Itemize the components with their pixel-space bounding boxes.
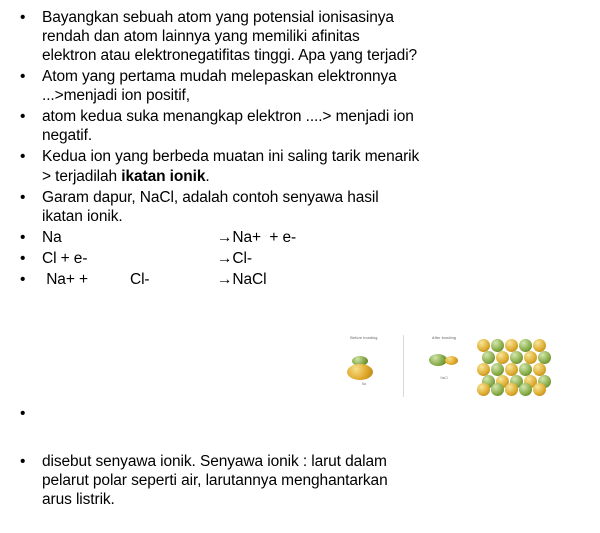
equation-line — [42, 228, 590, 247]
list-item — [10, 8, 590, 65]
empty-bullet-list — [10, 404, 590, 423]
bullet-line: ikatan ionik. — [42, 207, 123, 225]
bullet-line: Kedua ion yang berbeda muatan ini saling tarik menarik — [42, 148, 420, 166]
equation-line — [42, 270, 590, 289]
bullet-glyph: • — [20, 270, 26, 288]
bullet-line: pelarut polar seperti air, larutannya menghantarkan — [42, 472, 388, 490]
bullet-line: Garam dapur, NaCl, adalah contoh senyawa hasil — [42, 188, 379, 206]
equation-row — [10, 228, 590, 247]
bullet-glyph: • — [20, 188, 26, 206]
figure-atoms-before — [325, 340, 403, 362]
bullet-glyph: • — [20, 453, 26, 470]
equation-row — [10, 249, 590, 268]
figure-panel-before — [325, 335, 404, 397]
equation-line — [42, 249, 590, 268]
list-item — [10, 107, 590, 145]
list-item — [10, 188, 590, 226]
emphasized-term: ikatan ionik — [121, 167, 206, 185]
bullet-line-prefix: > terjadilah — [42, 167, 122, 185]
equation-product: →Cl- — [217, 249, 252, 267]
list-item — [10, 67, 590, 105]
bullet-glyph: • — [20, 148, 26, 166]
figure-panel-after — [405, 335, 483, 397]
bullet-line: negatif. — [42, 127, 93, 145]
figure-atoms-before-2 — [325, 362, 403, 382]
bullet-glyph: • — [20, 405, 26, 422]
bullet-line: arus listrik. — [42, 491, 115, 509]
figure-label-nacl: NaCl — [440, 376, 448, 380]
equation-product: →NaCl — [217, 270, 267, 288]
bullet-line: atom kedua suka menangkap elektron ....> menjadi ion — [42, 108, 414, 126]
equation-reactant: Na+ + Cl- — [42, 270, 150, 288]
bullet-list — [10, 8, 590, 289]
figure-caption-before: Before bonding — [350, 336, 378, 340]
list-item — [10, 147, 590, 185]
bullet-glyph: • — [20, 249, 26, 267]
equation-row — [10, 270, 590, 289]
list-item — [10, 404, 590, 421]
ionic-bonding-figure — [325, 335, 565, 403]
bullet-glyph: • — [20, 68, 26, 86]
sodium-cation-icon — [445, 356, 458, 365]
bullet-line-suffix: . — [205, 167, 210, 185]
bullet-line: Bayangkan sebuah atom yang potensial ionisasinya — [42, 9, 394, 26]
equation-reactant: Na — [42, 228, 62, 246]
bullet-line: Atom yang pertama mudah melepaskan elektronnya — [42, 68, 397, 86]
bullet-line: rendah dan atom lainnya yang memiliki afinitas — [42, 28, 360, 46]
equation-reactant: Cl + e- — [42, 249, 88, 267]
list-item — [10, 452, 590, 509]
bullet-line: disebut senyawa ionik. Senyawa ionik : larut dalam — [42, 453, 387, 470]
figure-caption-after: After bonding — [432, 336, 456, 340]
bullet-line-with-emphasis — [42, 167, 590, 186]
equation-product: →Na+ + e- — [217, 228, 297, 246]
closing-bullet-list — [10, 452, 590, 511]
bullet-glyph: • — [20, 108, 26, 126]
figure-label-sodium: Na — [361, 382, 367, 386]
bullet-line: ...>menjadi ion positif, — [42, 87, 190, 105]
bullet-glyph: • — [20, 9, 26, 26]
nacl-crystal-lattice-icon — [475, 337, 563, 395]
sodium-ion-icon — [347, 364, 373, 380]
bullet-glyph: • — [20, 228, 26, 246]
bullet-line: elektron atau elektronegatifitas tinggi. Apa yang terjadi? — [42, 47, 418, 65]
figure-atoms-after — [405, 340, 483, 362]
